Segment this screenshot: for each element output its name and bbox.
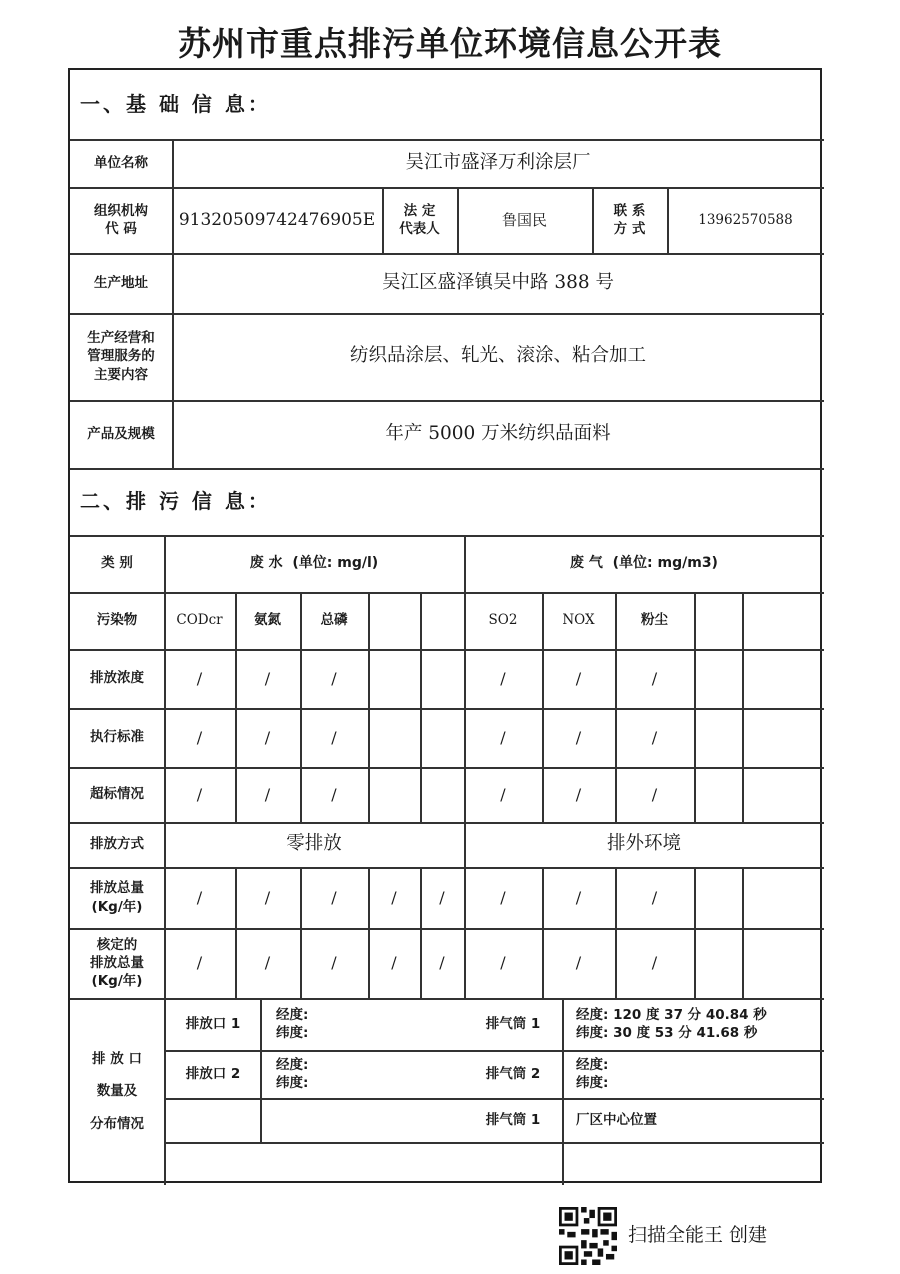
scanner-watermark: 扫描全能王 创建 (628, 1224, 768, 1246)
row-cell: / (196, 727, 203, 747)
row-cell: / (264, 784, 271, 804)
row-cell: / (331, 727, 337, 747)
category-label: 类 别 (101, 555, 133, 572)
approved-cell: / (196, 953, 203, 973)
pollutant-cell: 总磷 (320, 612, 348, 629)
pollutant-cell (742, 592, 824, 649)
total-cell: / (391, 887, 397, 907)
row-cell (694, 649, 742, 708)
pollutant-cell: 氨氮 (254, 612, 281, 629)
row-cell (368, 649, 420, 708)
contact-value: 13962570588 (698, 211, 793, 228)
row-cell: / (575, 784, 582, 804)
org-code-label: 组织机构 代 码 (94, 202, 148, 237)
row-cell (742, 649, 824, 708)
water-outlet-2-coord: 经度: 纬度: (276, 1056, 309, 1091)
row-cell: / (651, 668, 658, 688)
address-value: 吴江区盛泽镇吴中路 388 号 (381, 271, 615, 293)
row-cell (694, 767, 742, 822)
total-cell (742, 867, 824, 928)
gas-stack-2-name: 排气筒 2 (485, 1065, 541, 1082)
gas-stack-3-name: 排气筒 1 (485, 1111, 541, 1128)
row-cell: / (500, 668, 506, 688)
approved-cell (742, 928, 824, 998)
gas-stack-2-coord: 经度: 纬度: (576, 1056, 609, 1091)
row-cell (368, 708, 420, 767)
unit-name-label: 单位名称 (94, 154, 148, 171)
row-cell: / (264, 668, 271, 688)
business-label: 生产经营和 管理服务的 主要内容 (87, 330, 155, 383)
row-cell (694, 708, 742, 767)
approved-cell: / (264, 953, 271, 973)
row-cell: / (575, 668, 582, 688)
pollutant-cell: SO2 (488, 612, 518, 629)
pollutant-cell (368, 592, 420, 649)
row-cell: / (331, 668, 337, 688)
qr-code-icon (559, 1207, 617, 1265)
approved-cell: / (575, 953, 582, 973)
wastegas-header: 废 气 (单位: mg/m3) (570, 555, 718, 572)
gas-stack-1-coord: 经度: 120 度 37 分 40.84 秒 纬度: 30 度 53 分 41.68 秒 (576, 1006, 767, 1041)
row-cell (742, 708, 824, 767)
legal-rep-value: 鲁国民 (501, 210, 547, 229)
row-label: 执行标准 (90, 729, 144, 746)
total-cell: / (651, 887, 658, 907)
total-cell: / (439, 887, 445, 907)
outlet-label: 排 放 口 数量及 分布情况 (90, 1051, 144, 1132)
business-value: 纺织品涂层、轧光、滚涂、粘合加工 (349, 345, 646, 367)
row-cell: / (651, 784, 658, 804)
address-label: 生产地址 (94, 274, 148, 291)
row-cell (420, 708, 464, 767)
row-cell (368, 767, 420, 822)
total-cell (694, 867, 742, 928)
row-cell (420, 649, 464, 708)
water-outlet-2-name: 排放口 2 (185, 1065, 241, 1082)
row-cell: / (500, 784, 506, 804)
row-label: 超标情况 (90, 786, 144, 803)
row-cell (420, 767, 464, 822)
wastegas-method: 排外环境 (606, 833, 681, 855)
section-heading-basic: 一、基 础 信 息： (80, 92, 271, 116)
unit-name-value: 吴江市盛泽万利涂层厂 (405, 151, 591, 173)
row-cell: / (196, 668, 203, 688)
row-cell: / (331, 784, 337, 804)
approved-cell: / (651, 953, 658, 973)
pollutant-cell: CODcr (176, 612, 223, 629)
water-outlet-1-name: 排放口 1 (185, 1015, 241, 1032)
approved-cell: / (500, 953, 506, 973)
page-title: 苏州市重点排污单位环境信息公开表 (178, 24, 722, 63)
total-label: 排放总量 (Kg/年) (90, 880, 144, 915)
total-cell: / (196, 887, 203, 907)
wastewater-header: 废 水 (单位: mg/l) (249, 555, 379, 572)
wastewater-method: 零排放 (286, 833, 342, 855)
gas-stack-3-coord: 厂区中心位置 (576, 1111, 657, 1128)
section-heading-pollution: 二、排 污 信 息： (80, 489, 271, 513)
approved-label: 核定的 排放总量 (Kg/年) (90, 936, 144, 990)
total-cell: / (500, 887, 506, 907)
row-cell: / (264, 727, 271, 747)
method-label: 排放方式 (90, 836, 144, 853)
row-cell: / (500, 727, 506, 747)
pollutant-cell: 粉尘 (641, 612, 668, 629)
water-outlet-1-coord: 经度: 纬度: (276, 1006, 309, 1041)
approved-cell: / (439, 953, 445, 973)
approved-cell (694, 928, 742, 998)
row-cell: / (196, 784, 203, 804)
pollutant-cell (420, 592, 464, 649)
approved-cell: / (331, 953, 337, 973)
total-cell: / (264, 887, 271, 907)
product-label: 产品及规模 (87, 425, 155, 442)
row-cell: / (651, 727, 658, 747)
pollutant-label: 污染物 (96, 612, 138, 629)
row-cell (742, 767, 824, 822)
pollutant-cell (694, 592, 742, 649)
pollutant-cell: NOX (562, 612, 595, 629)
gas-stack-1-name: 排气筒 1 (485, 1015, 541, 1032)
org-code-value: 91320509742476905E (178, 209, 376, 230)
total-cell: / (331, 887, 337, 907)
row-label: 排放浓度 (90, 670, 144, 687)
contact-label: 联 系 方 式 (613, 202, 646, 237)
info-table (68, 68, 822, 1183)
row-cell: / (575, 727, 582, 747)
legal-rep-label: 法 定 代表人 (399, 202, 440, 237)
approved-cell: / (391, 953, 397, 973)
total-cell: / (575, 887, 582, 907)
product-value: 年产 5000 万米纺织品面料 (385, 422, 611, 444)
